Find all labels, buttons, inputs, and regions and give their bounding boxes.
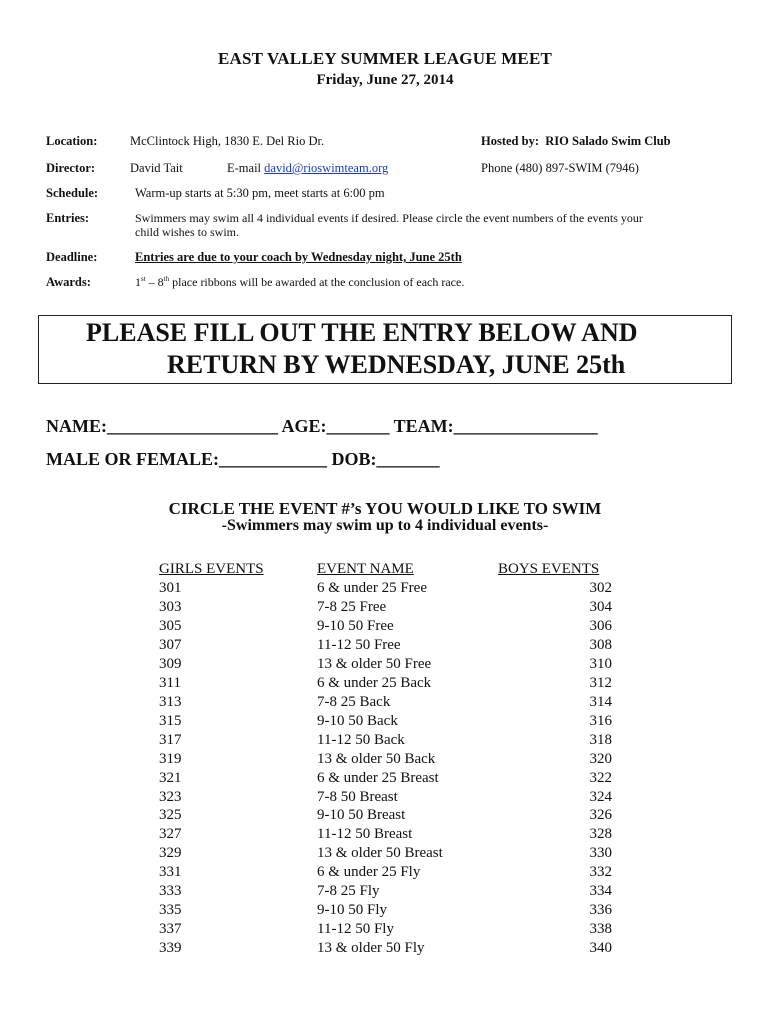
hosted-value: RIO Salado Swim Club — [545, 134, 671, 148]
notice-line-1: PLEASE FILL OUT THE ENTRY BELOW AND — [86, 318, 638, 347]
event-name: 9-10 50 Free — [317, 617, 394, 634]
girls-event-number[interactable]: 313 — [159, 693, 182, 710]
boys-event-number[interactable]: 304 — [589, 599, 612, 615]
girls-event-number[interactable]: 301 — [159, 580, 182, 596]
event-name: 6 & under 25 Back — [317, 674, 432, 691]
girls-event-number[interactable]: 309 — [159, 655, 182, 672]
girls-event-number[interactable]: 307 — [159, 636, 182, 653]
boys-event-number[interactable]: 328 — [589, 826, 612, 843]
event-name: 9-10 50 Fly — [317, 902, 388, 919]
schedule-label: Schedule: — [46, 186, 99, 200]
email — [227, 161, 388, 176]
girls-event-number[interactable]: 311 — [159, 674, 181, 691]
girls-event-number[interactable]: 337 — [159, 921, 182, 938]
girls-event-number[interactable]: 317 — [159, 731, 182, 748]
boys-event-number[interactable]: 302 — [589, 580, 612, 596]
event-name: 7-8 25 Free — [317, 599, 387, 615]
girls-event-number[interactable]: 325 — [159, 807, 182, 824]
event-limit-note: -Swimmers may swim up to 4 individual events- — [221, 517, 549, 534]
boys-event-number[interactable]: 322 — [589, 769, 612, 786]
girls-event-number[interactable]: 315 — [159, 712, 182, 729]
hosted-by — [481, 134, 671, 149]
notice-line-2: RETURN BY WEDNESDAY, JUNE 25th — [167, 350, 626, 379]
hosted-label: Hosted by: — [481, 134, 539, 148]
event-name: 13 & older 50 Fly — [317, 940, 425, 956]
event-name: 11-12 50 Breast — [317, 826, 413, 843]
boys-event-number[interactable]: 340 — [589, 940, 612, 956]
boys-event-number[interactable]: 338 — [589, 921, 612, 938]
event-name-header: EVENT NAME — [317, 561, 414, 577]
boys-event-number[interactable]: 336 — [589, 902, 612, 919]
boys-event-number[interactable]: 306 — [589, 617, 612, 634]
girls-event-number[interactable]: 323 — [159, 788, 182, 805]
boys-events-header: BOYS EVENTS — [498, 561, 600, 577]
location-value: McClintock High, 1830 E. Del Rio Dr. — [130, 134, 325, 148]
girls-event-number[interactable]: 319 — [159, 750, 182, 767]
event-name: 11-12 50 Back — [317, 731, 405, 748]
event-name: 6 & under 25 Breast — [317, 769, 439, 786]
boys-event-number[interactable]: 316 — [589, 712, 612, 729]
girls-events-header: GIRLS EVENTS — [159, 561, 264, 577]
girls-event-number[interactable]: 327 — [159, 826, 182, 843]
event-name: 9-10 50 Breast — [317, 807, 406, 824]
girls-event-number[interactable]: 331 — [159, 864, 182, 881]
event-name: 13 & older 50 Breast — [317, 845, 443, 862]
girls-event-number[interactable]: 329 — [159, 845, 182, 862]
meet-date: Friday, June 27, 2014 — [316, 72, 454, 88]
entries-label: Entries: — [46, 211, 90, 225]
event-name: 6 & under 25 Fly — [317, 864, 421, 881]
boys-event-number[interactable]: 326 — [589, 807, 612, 824]
name-age-team-line[interactable]: NAME:___________________ AGE:_______ TEAM:________________ — [46, 416, 598, 436]
boys-event-number[interactable]: 324 — [589, 788, 612, 805]
boys-event-number[interactable]: 314 — [589, 693, 612, 710]
email-link[interactable]: david@rioswimteam.org — [264, 161, 389, 175]
event-name: 7-8 25 Fly — [317, 883, 380, 900]
girls-event-number[interactable]: 333 — [159, 883, 182, 900]
girls-event-number[interactable]: 335 — [159, 902, 182, 919]
phone: Phone (480) 897-SWIM (7946) — [481, 161, 639, 175]
boys-event-number[interactable]: 318 — [589, 731, 612, 748]
awards-value: 1st – 8th place ribbons will be awarded at the conclusion of each race. — [135, 275, 465, 289]
girls-event-number[interactable]: 303 — [159, 599, 182, 615]
circle-instruction: CIRCLE THE EVENT #’s YOU WOULD LIKE TO SWIM — [168, 499, 602, 518]
gender-dob-line[interactable]: MALE OR FEMALE:____________ DOB:_______ — [46, 449, 440, 469]
boys-event-number[interactable]: 332 — [589, 864, 612, 881]
boys-event-number[interactable]: 330 — [589, 845, 612, 862]
schedule-value: Warm-up starts at 5:30 pm, meet starts at 6:00 pm — [135, 186, 385, 200]
event-name: 13 & older 50 Back — [317, 750, 436, 767]
event-name: 11-12 50 Fly — [317, 921, 394, 938]
event-name: 6 & under 25 Free — [317, 580, 427, 596]
entries-line-1: Swimmers may swim all 4 individual events if desired. Please circle the event numbers of the events your — [135, 211, 643, 225]
girls-event-number[interactable]: 305 — [159, 617, 182, 634]
meet-title: EAST VALLEY SUMMER LEAGUE MEET — [217, 49, 553, 68]
event-name: 9-10 50 Back — [317, 712, 398, 729]
event-name: 7-8 50 Breast — [317, 788, 398, 805]
boys-event-number[interactable]: 308 — [589, 636, 612, 653]
girls-event-number[interactable]: 339 — [159, 940, 182, 956]
location-label: Location: — [46, 134, 98, 148]
boys-event-number[interactable]: 334 — [589, 883, 612, 900]
awards-label: Awards: — [46, 275, 91, 289]
director-value: David Tait — [130, 161, 183, 175]
boys-event-number[interactable]: 320 — [589, 750, 612, 767]
boys-event-number[interactable]: 310 — [589, 655, 612, 672]
event-name: 7-8 25 Back — [317, 693, 391, 710]
entries-line-2: child wishes to swim. — [135, 225, 239, 239]
event-name: 11-12 50 Free — [317, 636, 401, 653]
email-prefix: E-mail — [227, 161, 262, 175]
girls-event-number[interactable]: 321 — [159, 769, 182, 786]
deadline-value: Entries are due to your coach by Wednesday night, June 25th — [135, 250, 462, 264]
director-label: Director: — [46, 161, 96, 175]
deadline-label: Deadline: — [46, 250, 98, 264]
boys-event-number[interactable]: 312 — [589, 674, 612, 691]
event-name: 13 & older 50 Free — [317, 655, 432, 672]
